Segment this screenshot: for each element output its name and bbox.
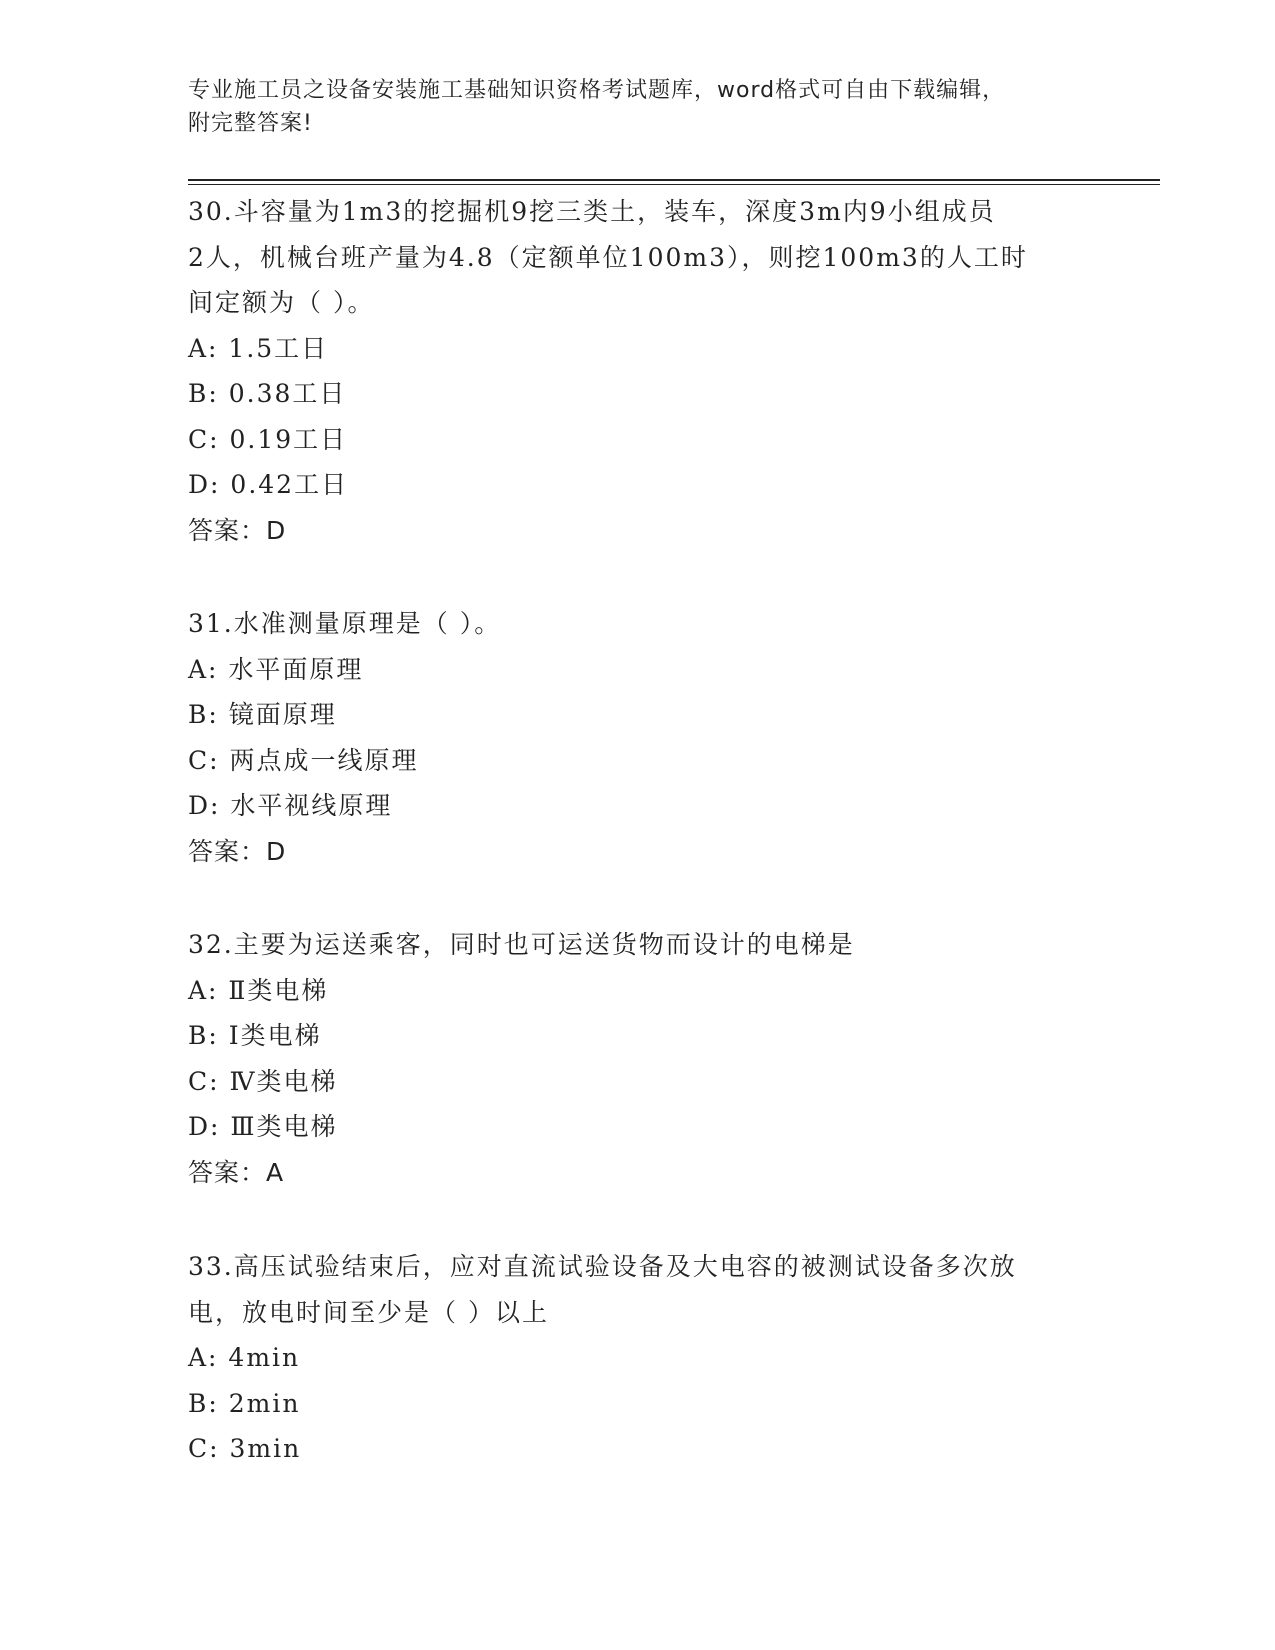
option-b: B: 2min <box>188 1388 301 1418</box>
option-c: C: 两点成一线原理 <box>188 745 419 775</box>
option-c: C: Ⅳ类电梯 <box>188 1066 338 1096</box>
question-stem: 32.主要为运送乘客，同时也可运送货物而设计的电梯是 <box>188 930 855 959</box>
question-stem: 2人，机械台班产量为4.8（定额单位100m3），则挖100m3的人工时 <box>188 242 1028 272</box>
question-30 <box>188 189 1088 553</box>
answer-line: 答案：D <box>188 515 287 545</box>
option-b: B: 0.38工日 <box>188 379 347 408</box>
document-header <box>188 74 1088 140</box>
question-32 <box>188 922 1088 1195</box>
header-divider-thick <box>188 179 1160 181</box>
option-b: B: Ⅰ类电梯 <box>188 1021 322 1050</box>
option-a: A: Ⅱ类电梯 <box>188 975 329 1005</box>
question-stem: 31.水准测量原理是（ ）。 <box>188 609 502 638</box>
option-b: B: 镜面原理 <box>188 700 337 729</box>
answer-line: 答案：A <box>188 1157 285 1187</box>
answer-line: 答案：D <box>188 836 287 866</box>
option-c: C: 3min <box>188 1434 302 1463</box>
option-d: D: Ⅲ类电梯 <box>188 1112 338 1141</box>
question-stem: 间定额为（ ）。 <box>188 288 375 317</box>
question-stem: 30.斗容量为1m3的挖掘机9挖三类土，装车，深度3m内9小组成员 <box>188 197 996 226</box>
question-31 <box>188 601 1088 874</box>
option-d: D: 水平视线原理 <box>188 791 393 820</box>
header-divider-thin <box>188 184 1160 185</box>
option-d: D: 0.42工日 <box>188 470 349 499</box>
option-a: A: 4min <box>188 1343 301 1372</box>
question-stem: 电，放电时间至少是（ ）以上 <box>188 1297 549 1327</box>
header-line-1: 专业施工员之设备安装施工基础知识资格考试题库，word格式可自由下载编辑， <box>188 78 1006 103</box>
question-33 <box>188 1244 1088 1472</box>
question-stem: 33.高压试验结束后，应对直流试验设备及大电容的被测试设备多次放 <box>188 1252 1017 1281</box>
option-a: A: 1.5工日 <box>188 333 329 363</box>
option-a: A: 水平面原理 <box>188 654 364 684</box>
option-c: C: 0.19工日 <box>188 424 348 454</box>
header-line-2: 附完整答案! <box>188 111 313 136</box>
